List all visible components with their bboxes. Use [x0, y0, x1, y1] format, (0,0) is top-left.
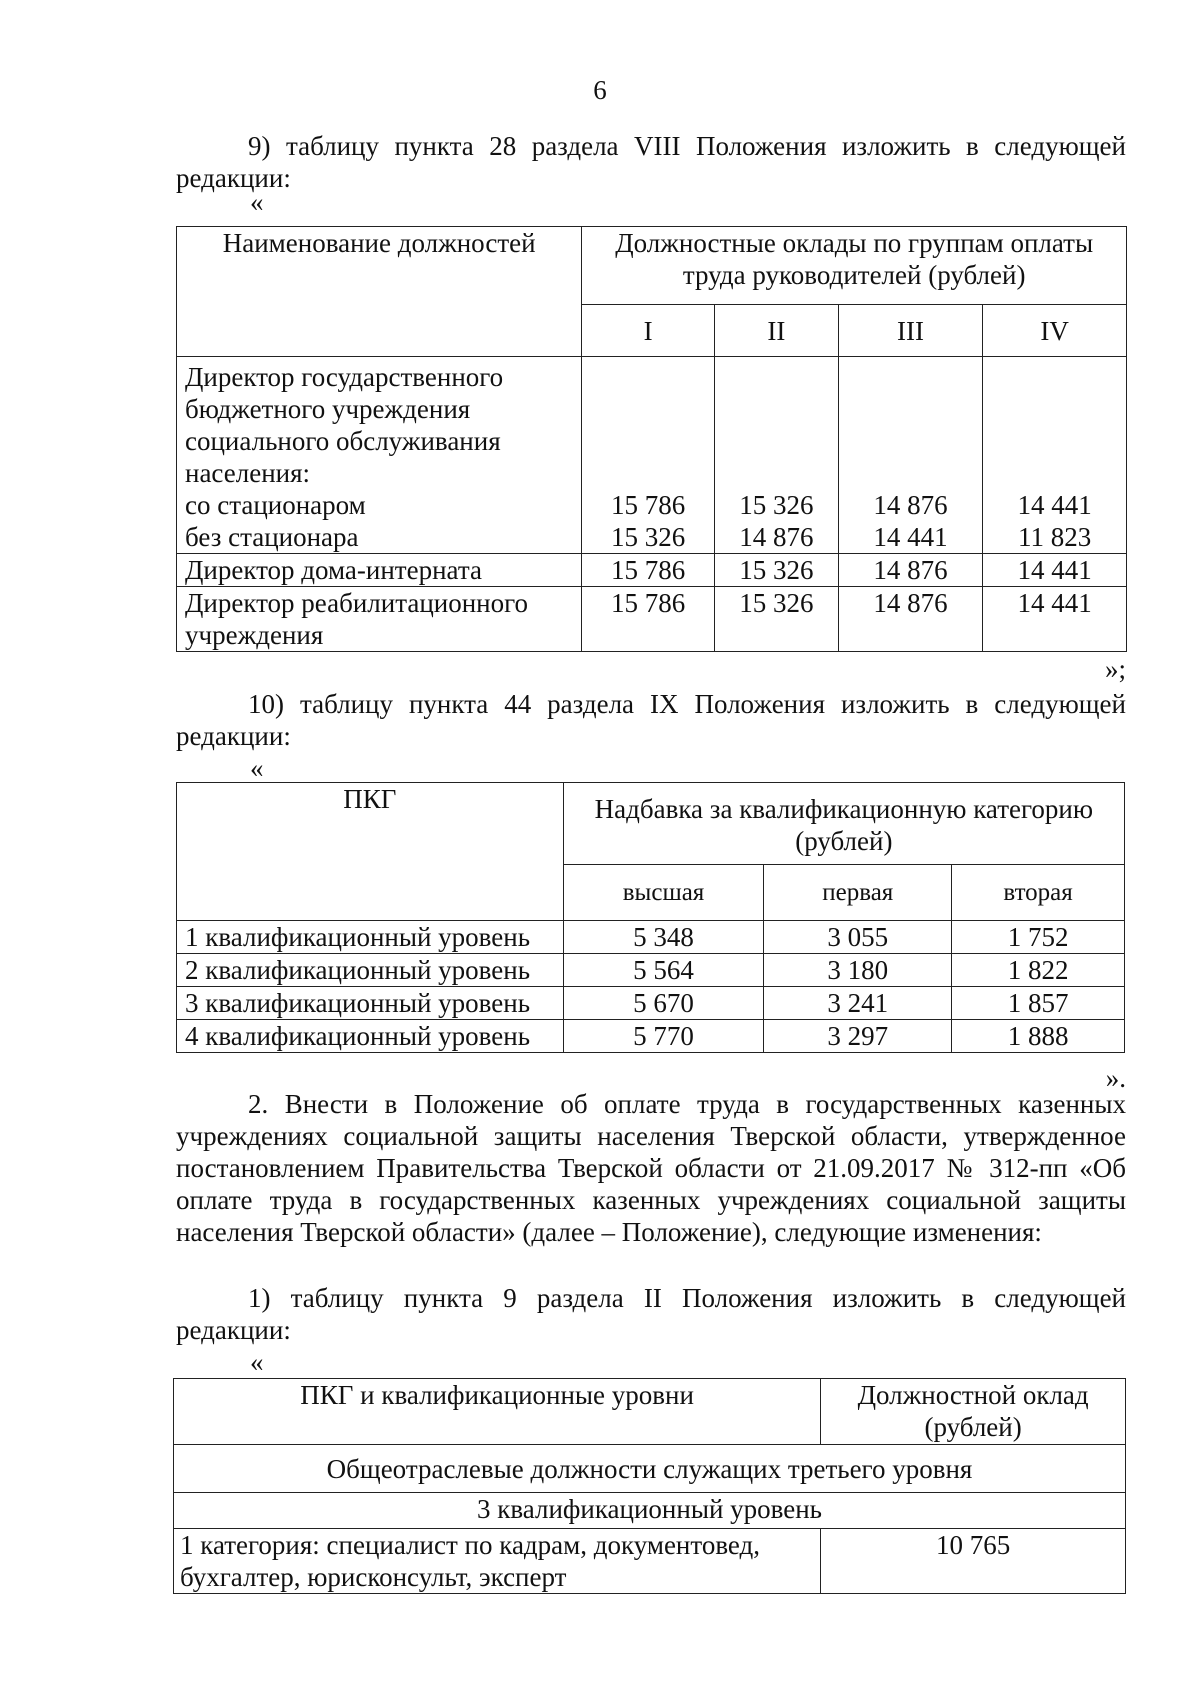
- item10-cell: 3 297: [764, 1020, 952, 1053]
- item9-row-label: Директор реабилитационного учреждения: [177, 587, 582, 652]
- item9-open-quote: «: [250, 187, 264, 217]
- item1-open-quote: «: [250, 1347, 264, 1377]
- table-row: [177, 1020, 1125, 1053]
- item10-open-quote: «: [250, 753, 264, 783]
- item10-group-header: Надбавка за квалификационную категорию (рублей): [563, 783, 1124, 865]
- item1-pkg-header: ПКГ и квалификационные уровни: [174, 1379, 821, 1445]
- item10-category-label: первая: [764, 865, 952, 921]
- item9-group-header: Должностные оклады по группам оплаты труда руководителей (рублей): [582, 227, 1127, 305]
- item9-group-label: III: [838, 305, 983, 357]
- item9-cell: 14 876: [838, 554, 983, 587]
- item9-close-quote: »;: [1104, 654, 1126, 684]
- item10-cell: 3 055: [764, 921, 952, 954]
- item9-cell: 15 786: [582, 587, 715, 652]
- item9-cell: 14 441: [983, 554, 1127, 587]
- item9-cell: [983, 357, 1127, 554]
- item9-cell: 15 326: [714, 587, 838, 652]
- item1-paragraph: [176, 1282, 1126, 1346]
- row-label-line: населения:: [185, 458, 311, 488]
- item10-cell: 3 180: [764, 954, 952, 987]
- item9-paragraph: [176, 130, 1126, 194]
- item10-category-label: вторая: [952, 865, 1125, 921]
- item10-text: 10) таблицу пункта 44 раздела IX Положения изложить в следующей редакции:: [176, 689, 1126, 751]
- item9-cell: [714, 357, 838, 554]
- item1-level-row: 3 квалификационный уровень: [174, 1493, 1126, 1529]
- item9-row-label: Директор дома-интерната: [177, 554, 582, 587]
- cell-value: 15 326: [739, 490, 814, 520]
- table-row: [177, 357, 1127, 554]
- item9-cell: [582, 357, 715, 554]
- item10-cell: 5 770: [563, 1020, 764, 1053]
- item1-row-label: 1 категория: специалист по кадрам, документовед, бухгалтер, юрисконсульт, эксперт: [174, 1529, 821, 1594]
- table-row: [174, 1529, 1126, 1594]
- item1-group-row: Общеотраслевые должности служащих третьего уровня: [174, 1445, 1126, 1493]
- item10-row-label: 2 квалификационный уровень: [177, 954, 564, 987]
- cell-value: 14 441: [873, 522, 948, 552]
- item10-cell: 1 857: [952, 987, 1125, 1020]
- item10-category-label: высшая: [563, 865, 764, 921]
- item9-table: [176, 226, 1127, 652]
- item10-close-quote: ».: [1105, 1063, 1126, 1093]
- item10-cell: 1 888: [952, 1020, 1125, 1053]
- row-label-line: со стационаром: [185, 490, 366, 520]
- item1-salary-header: Должностной оклад (рублей): [821, 1379, 1126, 1445]
- section2-text: 2. Внести в Положение об оплате труда в государственных казенных учреждениях социальной защиты населения Тверской области, утвержденное постановлением Правительства Тверской области от 21.09.2017 № 312-пп «Об оплате труда в государственных казенных учреждениях социальной защиты населения Тверской области» (далее – Положение), следующие изменения:: [176, 1089, 1126, 1247]
- item9-cell: 14 441: [983, 587, 1127, 652]
- item9-text: 9) таблицу пункта 28 раздела VIII Положения изложить в следующей редакции:: [176, 131, 1126, 193]
- item9-cell: 14 876: [838, 587, 983, 652]
- row-label-line: социального обслуживания: [185, 426, 501, 456]
- table-row: [177, 587, 1127, 652]
- table-row: [177, 987, 1125, 1020]
- item10-paragraph: [176, 688, 1126, 752]
- table-row: [177, 921, 1125, 954]
- table-row: [177, 954, 1125, 987]
- item9-group-label: IV: [983, 305, 1127, 357]
- item9-group-label: II: [714, 305, 838, 357]
- table-row: [177, 554, 1127, 587]
- item10-cell: 3 241: [764, 987, 952, 1020]
- item10-cell: 1 752: [952, 921, 1125, 954]
- item10-cell: 5 348: [563, 921, 764, 954]
- item1-cell: 10 765: [821, 1529, 1126, 1594]
- item9-cell: [838, 357, 983, 554]
- item9-name-header: Наименование должностей: [177, 227, 582, 357]
- page-number: 6: [593, 75, 607, 105]
- item10-row-label: 3 квалификационный уровень: [177, 987, 564, 1020]
- cell-value: 14 876: [739, 522, 814, 552]
- item1-text: 1) таблицу пункта 9 раздела II Положения изложить в следующей редакции:: [176, 1283, 1126, 1345]
- item9-group-label: I: [582, 305, 715, 357]
- cell-value: 14 441: [1017, 490, 1092, 520]
- row-label-line: бюджетного учреждения: [185, 394, 471, 424]
- section2-paragraph: [176, 1088, 1126, 1248]
- item10-cell: 5 670: [563, 987, 764, 1020]
- row-label-line: Директор государственного: [185, 362, 504, 392]
- cell-value: 14 876: [873, 490, 948, 520]
- row-label-line: без стационара: [185, 522, 359, 552]
- item9-row-label: [177, 357, 582, 554]
- cell-value: 15 326: [611, 522, 686, 552]
- item10-cell: 5 564: [563, 954, 764, 987]
- cell-value: 15 786: [611, 490, 686, 520]
- item1-table: [173, 1378, 1126, 1594]
- item9-cell: 15 786: [582, 554, 715, 587]
- item10-cell: 1 822: [952, 954, 1125, 987]
- cell-value: 11 823: [1018, 522, 1092, 552]
- item10-row-label: 1 квалификационный уровень: [177, 921, 564, 954]
- item9-cell: 15 326: [714, 554, 838, 587]
- item10-row-label: 4 квалификационный уровень: [177, 1020, 564, 1053]
- item10-table: [176, 782, 1125, 1053]
- item10-pkg-header: ПКГ: [177, 783, 564, 921]
